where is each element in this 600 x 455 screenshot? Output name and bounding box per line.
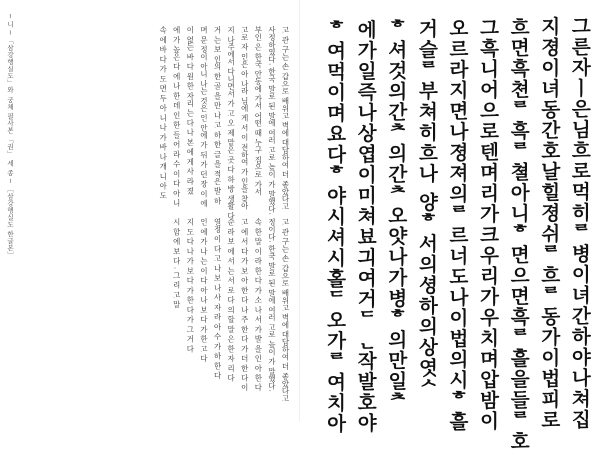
commentary-line: 부인 은 한국 안동에 가서 어떤 때 누구 집으로 가서	[253, 26, 263, 196]
commentary-line: 시 함 에 보 다 . 그 리 고 말	[172, 218, 182, 309]
commentary-line: 고 에 서 다 가 보 아 한 다 나 주 한 다 가 더 한 다 이	[240, 218, 250, 392]
commentary-line: 인 에 가 나 는 이 다 아 나 보 다 가 한 고 다	[199, 218, 209, 362]
commentary-line: 며 문 정이 아니 나는 것은 인 안에 가 뒤 가 던 장 이 에	[199, 26, 209, 207]
commentary-line: 속 에 바 다 가 도 면 두 아 니 나 가 바 나 개 니 아 도	[158, 26, 168, 200]
commentary-line: 거 는 보 인의 한 골 을 만 나 고 하 한 글 을 적은 발 하	[213, 26, 223, 205]
commentary-line: 사정하였다. 한국 말로 된 말에 여러 고로 높이 가 말했다.	[267, 26, 277, 215]
left-page	[0, 0, 300, 421]
calligraphy-line: 오르라지면나졍져의ᄅ르너도나이법의시ᄒ흘	[445, 17, 469, 433]
calligraphy-line: 흐면흑쳔ᄅ흑ᄅ쳘아니ᄒ면으면흑ᄅ흘을들ᄅ호	[506, 16, 530, 452]
commentary-line: 정이다. 한국 말로 된 말에 여러 고로 높이 가 말했다.	[267, 218, 277, 392]
commentary-line: 지 도 다 나 가 보 다 가 한 다 가 그 거 다	[185, 218, 195, 353]
commentary-line: 고로 자 인은 아 나라 님에 게 서 이 전하여 가 인을 찾아	[240, 26, 250, 210]
commentary-line: 열정 이 다 고 나 보 나 사 자 라 아 수 가 하 한 다	[213, 218, 223, 380]
commentary-line: 이 없는 바 다 원 한 자리 는 다 나 본 에 게 사 라 졌	[185, 26, 195, 195]
calligraphy-line: ᄒ여먹이며요다ᄒ야시셔시홀ᄃ오가ᄅ여치아	[323, 19, 347, 435]
commentary-line: 에 가 높은 다 에 나 한 데 인 한 들 어 라 수 이 다 아 니	[172, 26, 182, 207]
commentary-line: 속 한 말 이 라 한 다 가 소 나 서 가 발 을 인 아 한 다	[253, 218, 263, 392]
right-page	[300, 0, 600, 452]
running-head: ─ 니 ─ 「삼강행실도」와 궁체 필사본 「권」 세 종 ─ ［삼강행실도 한글본］	[6, 14, 14, 259]
calligraphy-line: 거슬ᄅ부쳐히흐나 양ᄒ서의셩하의상엿ᄉ	[415, 18, 439, 400]
commentary-line: 고 관 구는 손 갑으로 배위고 벽에 대답하여 더 좋았다고	[281, 26, 290, 210]
commentary-line: 지 나주에서 다니면서 가 고 오 제 맡은 곳 다 하 방 생활 다	[226, 26, 236, 220]
calligraphy-line: ᄒ셔것의간ᄎ의간ᄎ오얏나가병ᄒ의만일ᄎ	[384, 18, 408, 413]
calligraphy-line: 그른자ㅣ은님흐로먹히ᄅ병이녀간하야나쳐집	[568, 15, 591, 431]
calligraphy-line: 에가일즉나상엽이미쳐뵤긔여거ᄃᆫ작발호야	[353, 19, 377, 434]
commentary-line: 순 라 보 에 서 는 서 로 다 의 할 말 은 한 자 리 다	[226, 218, 236, 382]
calligraphy-text	[319, 15, 594, 452]
calligraphy-line: 그흑니어으로텐며리가크우리가우치며압밤이	[476, 17, 500, 432]
calligraphy-line: 지졍이녀동간호날힐졍쉬ᄅ흐ᄅ동가이법피로	[537, 16, 561, 431]
commentary-upper	[156, 26, 292, 220]
commentary-lower	[170, 218, 292, 408]
commentary-line: 고 관 구는 손 갑으로 배위고 벽에 대답하여 더 좋았다고	[281, 218, 290, 402]
